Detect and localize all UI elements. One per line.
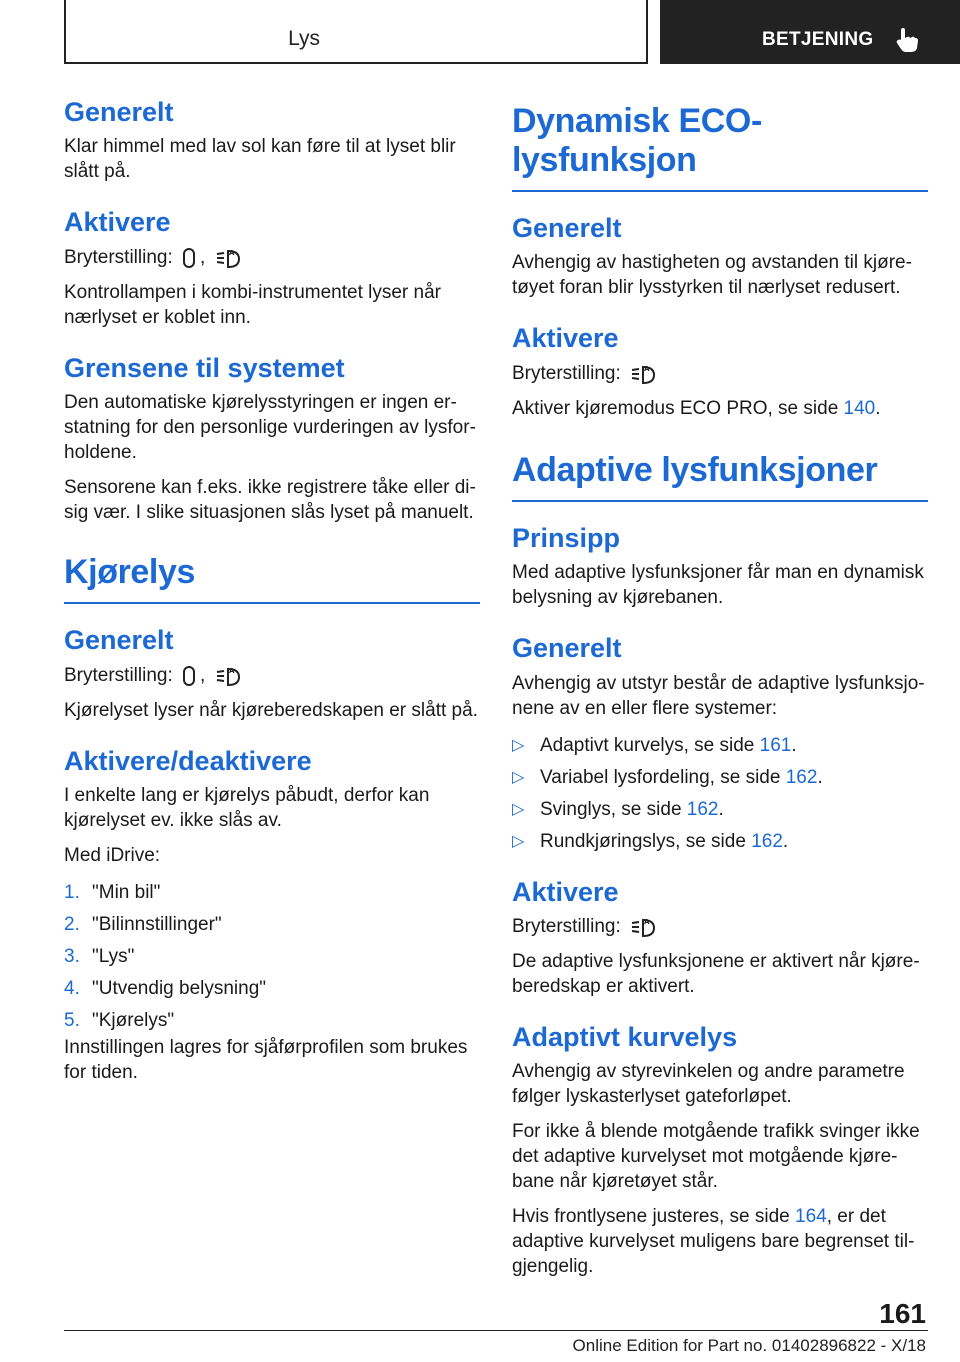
heading-aktivere-deaktivere: Aktivere/deaktivere — [64, 745, 312, 776]
heading-prinsipp: Prinsipp — [512, 522, 621, 553]
paragraph: For ikke å blende motgående trafikk svinger ikke det adaptive kurvelyset mot motgående kjørebane når kjøretøyet står. — [512, 1121, 920, 1193]
heading-grensene: Grensene til systemet — [64, 352, 345, 383]
automatic-headlight-icon — [215, 247, 241, 269]
list-item: 3. "Lys" — [64, 945, 135, 967]
switch-label: Bryterstilling: — [64, 664, 173, 686]
heading-generelt: Generelt — [512, 213, 622, 243]
switch-label: Bryterstilling: — [512, 915, 621, 937]
triangle-bullet-icon: ▷ — [512, 768, 525, 786]
heading-generelt: Generelt — [64, 97, 174, 127]
header-section-box — [64, 0, 648, 64]
edition-note: Online Edition for Part no. 01402896822 - X/18 — [572, 1336, 926, 1355]
triangle-bullet-icon: ▷ — [512, 736, 525, 754]
heading-adaptive-lysfunksjoner: Adaptive lysfunksjoner — [512, 451, 928, 502]
list-item: ▷ Variabel lysfordeling, se side 162. — [512, 766, 823, 788]
list-item: 2. "Bilinnstillinger" — [64, 913, 222, 935]
triangle-bullet-icon: ▷ — [512, 800, 525, 818]
paragraph: Avhengig av utstyr består de adaptive lysfunksjonene av en eller flere systemer: — [512, 672, 925, 719]
footer-divider — [64, 1330, 928, 1331]
page-link[interactable]: 140 — [843, 397, 876, 419]
paragraph: Kontrollampen i kombi-instrumentet lyser når nærlyset er koblet inn. — [64, 281, 441, 328]
page-link[interactable]: 161 — [759, 734, 792, 756]
right-column — [512, 96, 928, 1279]
list-item: 1. "Min bil" — [64, 881, 161, 903]
switch-position-line — [512, 914, 928, 939]
left-column — [64, 96, 480, 1085]
paragraph: Den automatiske kjørelysstyringen er ingen erstatning for den personlige vurderingen av lysforholdene. — [64, 392, 476, 464]
list-item: ▷ Rundkjøringslys, se side 162. — [512, 830, 789, 852]
paragraph: Med adaptive lysfunksjoner får man en dynamisk belysning av kjørebanen. — [512, 562, 924, 609]
light-switch-off-icon — [182, 247, 196, 269]
chapter-title: BETJENING — [762, 29, 874, 50]
automatic-headlight-icon — [630, 916, 656, 938]
light-switch-off-icon — [182, 665, 196, 687]
heading-adaptivt-kurvelys: Adaptivt kurvelys — [512, 1021, 738, 1052]
automatic-headlight-icon — [630, 363, 656, 385]
paragraph: Med iDrive: — [64, 844, 161, 866]
switch-label: Bryterstilling: — [64, 246, 173, 268]
svg-text:A: A — [644, 917, 650, 926]
heading-aktivere: Aktivere — [64, 207, 171, 238]
page-link[interactable]: 162 — [785, 766, 818, 788]
svg-text:A: A — [228, 666, 235, 675]
svg-text:A: A — [228, 248, 235, 257]
paragraph: De adaptive lysfunksjonene er aktivert når kjøreberedskap er aktivert. — [512, 950, 920, 997]
page-link[interactable]: 162 — [686, 798, 719, 820]
heading-dynamisk-eco: Dynamisk ECO-lysfunksjon — [512, 102, 928, 192]
triangle-bullet-icon: ▷ — [512, 832, 525, 850]
heading-generelt: Generelt — [512, 633, 622, 664]
paragraph: Sensorene kan f.eks. ikke registrere tåke eller disig vær. I slike situasjonen slås lyset på manuelt. — [64, 477, 476, 524]
paragraph: Innstillingen lagres for sjåførprofilen som brukes for tiden. — [64, 1036, 468, 1083]
paragraph: I enkelte lang er kjørelys påbudt, derfor kan kjørelyset ev. ikke slås av. — [64, 784, 430, 831]
paragraph: Hvis frontlysene justeres, se side 164, er det adaptive kurvelyset muligens bare begrenset tilgjengelig. — [512, 1206, 915, 1278]
heading-aktivere: Aktivere — [512, 876, 619, 907]
list-item: 4. "Utvendig belysning" — [64, 977, 267, 999]
switch-position-line: Bryterstilling: , A — [64, 663, 480, 688]
heading-aktivere: Aktivere — [512, 323, 619, 354]
idrive-steps — [64, 880, 480, 1033]
heading-kjorelys: Kjørelys — [64, 553, 480, 604]
switch-label: Bryterstilling: — [512, 362, 621, 384]
switch-position-line: Bryterstilling: , A — [64, 245, 480, 270]
list-item: 5. "Kjørelys" — [64, 1009, 175, 1031]
svg-text:A: A — [644, 364, 650, 373]
adaptive-systems-list — [512, 733, 928, 854]
heading-generelt: Generelt — [64, 625, 174, 656]
paragraph: Avhengig av hastigheten og avstanden til kjøretøyet foran blir lysstyrken til nærlyset redusert. — [512, 252, 912, 299]
automatic-headlight-icon — [215, 665, 241, 687]
section-title: Lys — [288, 27, 320, 50]
paragraph: Klar himmel med lav sol kan føre til at lyset blir slått på. — [64, 136, 456, 183]
paragraph: Aktiver kjøremodus ECO PRO, se side 140. — [512, 397, 881, 419]
page-number: 161 — [879, 1298, 926, 1329]
pointing-hand-icon — [895, 26, 919, 54]
page-link[interactable]: 162 — [751, 830, 783, 852]
switch-position-line — [512, 361, 928, 386]
paragraph: Kjørelyset lyser når kjøreberedskapen er slått på. — [64, 699, 478, 721]
list-item: ▷ Svinglys, se side 162. — [512, 798, 724, 820]
paragraph: Avhengig av styrevinkelen og andre parametre følger lyskasterlyset gateforløpet. — [512, 1061, 905, 1108]
list-item: ▷ Adaptivt kurvelys, se side 161. — [512, 734, 797, 756]
page-link[interactable]: 164 — [795, 1206, 827, 1228]
